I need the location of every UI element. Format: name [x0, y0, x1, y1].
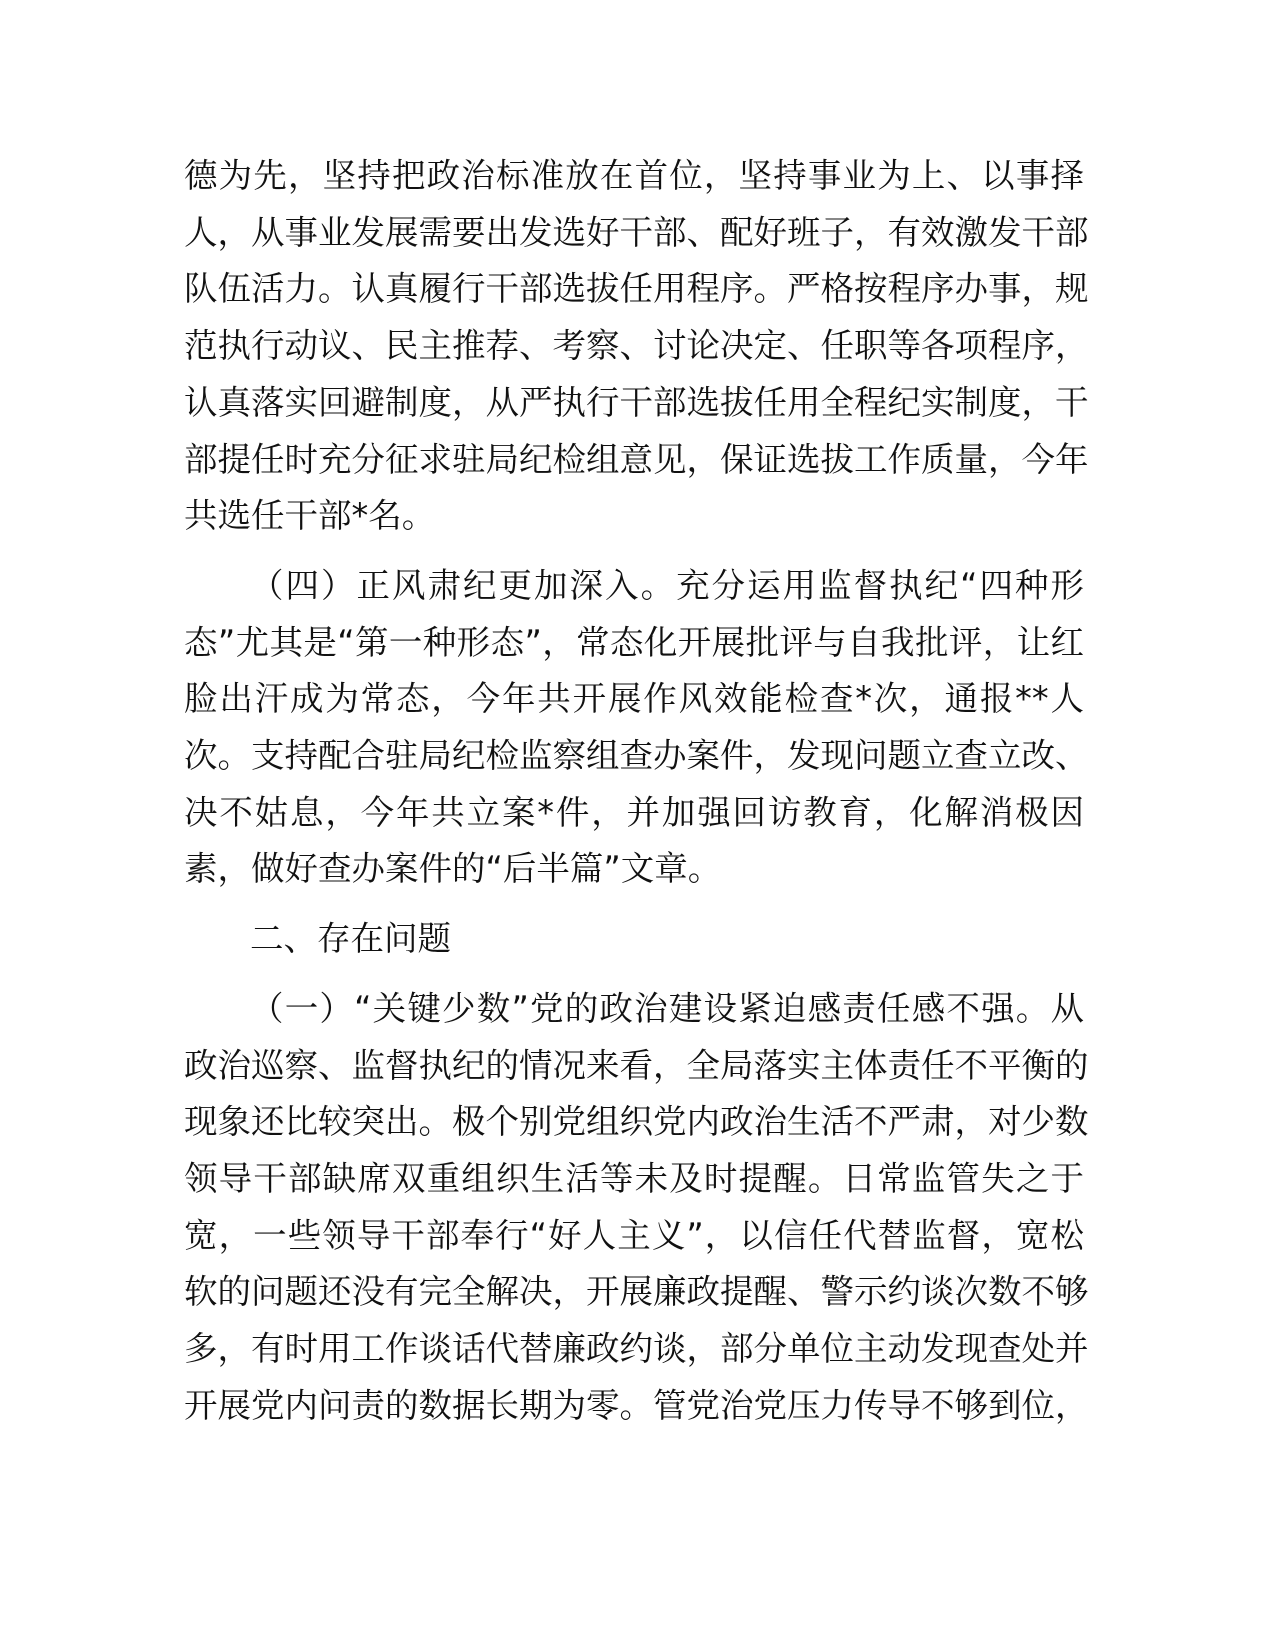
text-line: 德为先，坚持把政治标准放在首位，坚持事业为上、以事择: [184, 156, 1084, 195]
paragraph-discipline: [184, 558, 1089, 898]
text-line: 认真落实回避制度，从严执行干部选拔任用全程纪实制度，干: [184, 382, 1089, 422]
text-line: 决不姑息，今年共立案*件，并加强回访教育，化解消极因: [184, 792, 1084, 832]
text-line: 范执行动议、民主推荐、考察、讨论决定、任职等各项程序，: [184, 326, 1089, 366]
text-line: 政治巡察、监督执纪的情况来看，全局落实主体责任不平衡的: [184, 1045, 1089, 1085]
document-page: [184, 148, 1089, 1434]
text-line: 二、存在问题: [250, 919, 451, 959]
text-line: 脸出汗成为常态，今年共开展作风效能检查*次，通报**人: [184, 679, 1084, 719]
text-line: 多，有时用工作谈话代替廉政约谈，部分单位主动发现查处并: [184, 1329, 1089, 1369]
text-line: 开展党内问责的数据长期为零。管党治党压力传导不够到位，: [184, 1385, 1089, 1425]
paragraph-key-minority: [184, 981, 1089, 1435]
text-line: （一）“关键少数”党的政治建设紧迫感责任感不强。从: [250, 988, 1084, 1028]
text-line: 人，从事业发展需要出发选好干部、配好班子，有效激发干部: [184, 212, 1089, 252]
text-line: 队伍活力。认真履行干部选拔任用程序。严格按程序办事，规: [184, 269, 1089, 309]
paragraph-cadre-selection: [184, 148, 1089, 545]
text-line: 部提任时充分征求驻局纪检组意见，保证选拔工作质量，今年: [184, 439, 1089, 479]
text-line: 素，做好查办案件的“后半篇”文章。: [184, 849, 722, 889]
text-line: 共选任干部*名。: [184, 496, 436, 536]
text-line: 次。支持配合驻局纪检监察组查办案件，发现问题立查立改、: [184, 736, 1089, 776]
text-line: 软的问题还没有完全解决，开展廉政提醒、警示约谈次数不够: [184, 1272, 1089, 1312]
text-line: 现象还比较突出。极个别党组织党内政治生活不严肃，对少数: [184, 1102, 1089, 1142]
text-line: 态”尤其是“第一种形态”，常态化开展批评与自我批评，让红: [184, 622, 1084, 662]
text-line: （四）正风肃纪更加深入。充分运用监督执纪“四种形: [250, 565, 1084, 605]
text-line: 宽，一些领导干部奉行“好人主义”，以信任代替监督，宽松: [184, 1215, 1084, 1255]
section-heading-problems: [184, 911, 1084, 968]
text-line: 领导干部缺席双重组织生活等未及时提醒。日常监管失之于: [184, 1158, 1084, 1198]
